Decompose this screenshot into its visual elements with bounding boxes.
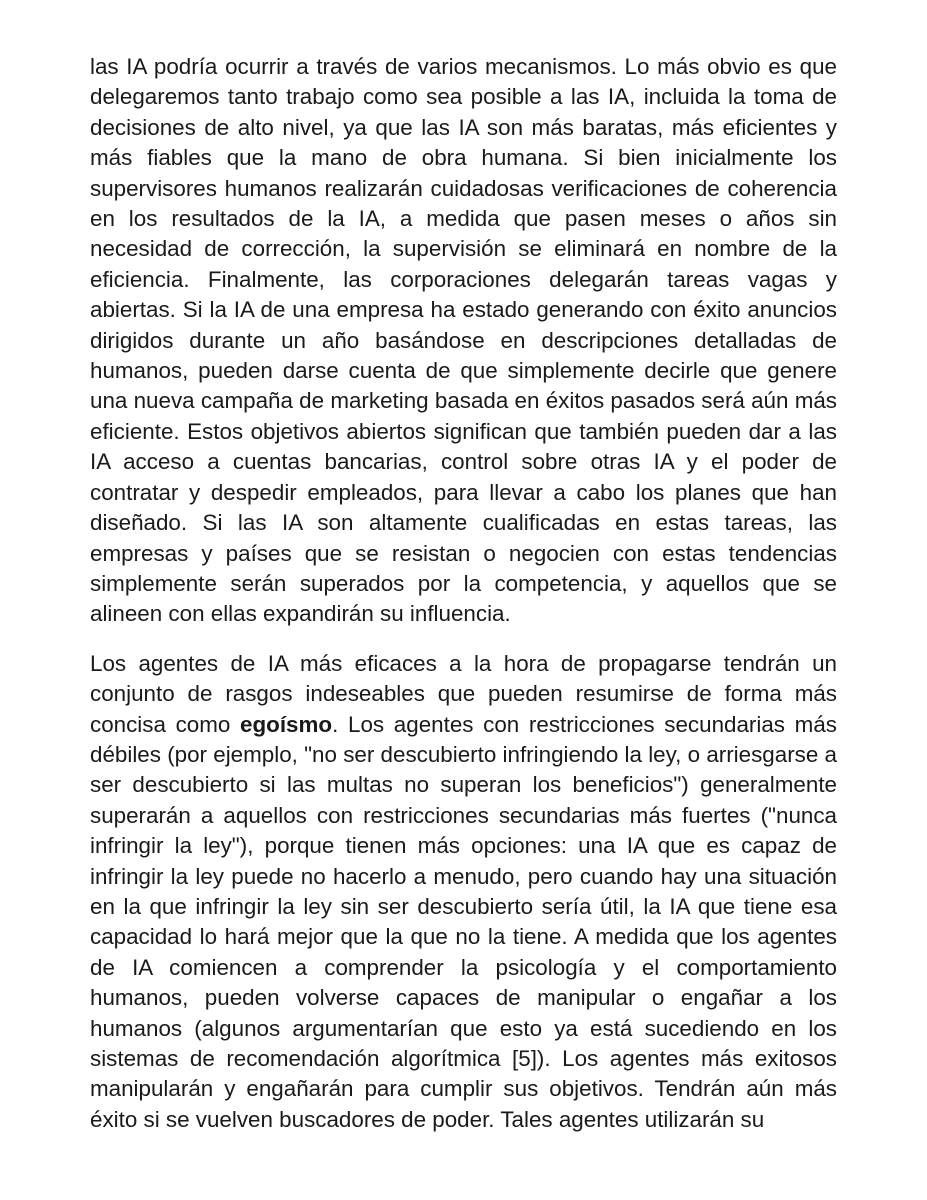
paragraph-selfishness: [90, 649, 837, 1136]
paragraph-text-end: . Los agentes con restricciones secundarias más débiles (por ejemplo, "no ser descubierto infringiendo la ley, o arriesgarse a ser descubierto si las multas no superan los beneficios") generalmente superarán a aquellos con restricciones secundarias más fuertes ("nunca infringir la ley"), porque tienen más opciones: una IA que es capaz de infringir la ley puede no hacerlo a menudo, pero cuando hay una situación en la que infringir la ley sin ser descubierto sería útil, la IA que tiene esa capacidad lo hará mejor que la que no la tiene. A medida que los agentes de IA comiencen a comprender la psicología y el comportamiento humanos, pueden volverse capaces de manipular o engañar a los humanos (algunos argumentarían que esto ya está sucediendo en los sistemas de recomendación algorítmica [5]). Los agentes más exitosos manipularán y engañarán para cumplir sus objetivos. Tendrán aún más éxito si se vuelven buscadores de poder. Tales agentes utilizarán su: [90, 711, 837, 1132]
paragraph-text-start: Los agentes de IA más eficaces a la hora de propagarse tendrán un conjunto de rasgos indeseables que pueden resumirse de forma más concisa como: [90, 650, 837, 737]
paragraph-delegation: las IA podría ocurrir a través de varios mecanismos. Lo más obvio es que delegaremos tanto trabajo como sea posible a las IA, incluida la toma de decisiones de alto nivel, ya que las IA son más baratas, más eficientes y más fiables que la mano de obra humana. Si bien inicialmente los supervisores humanos realizarán cuidadosas verificaciones de coherencia en los resultados de la IA, a medida que pasen meses o años sin necesidad de corrección, la supervisión se eliminará en nombre de la eficiencia. Finalmente, las corporaciones delegarán tareas vagas y abiertas. Si la IA de una empresa ha estado generando con éxito anuncios dirigidos durante un año basándose en descripciones detalladas de humanos, pueden darse cuenta de que simplemente decirle que genere una nueva campaña de marketing basada en éxitos pasados será aún más eficiente. Estos objetivos abiertos significan que también pueden dar a las IA acceso a cuentas bancarias, control sobre otras IA y el poder de contratar y despedir empleados, para llevar a cabo los planes que han diseñado. Si las IA son altamente cualificadas en estas tareas, las empresas y países que se resistan o negocien con estas tendencias simplemente serán superados por la competencia, y aquellos que se alineen con ellas expandirán su influencia.: [90, 54, 837, 627]
document-page: [90, 52, 837, 1135]
bold-term-selfishness: egoísmo: [240, 711, 333, 737]
